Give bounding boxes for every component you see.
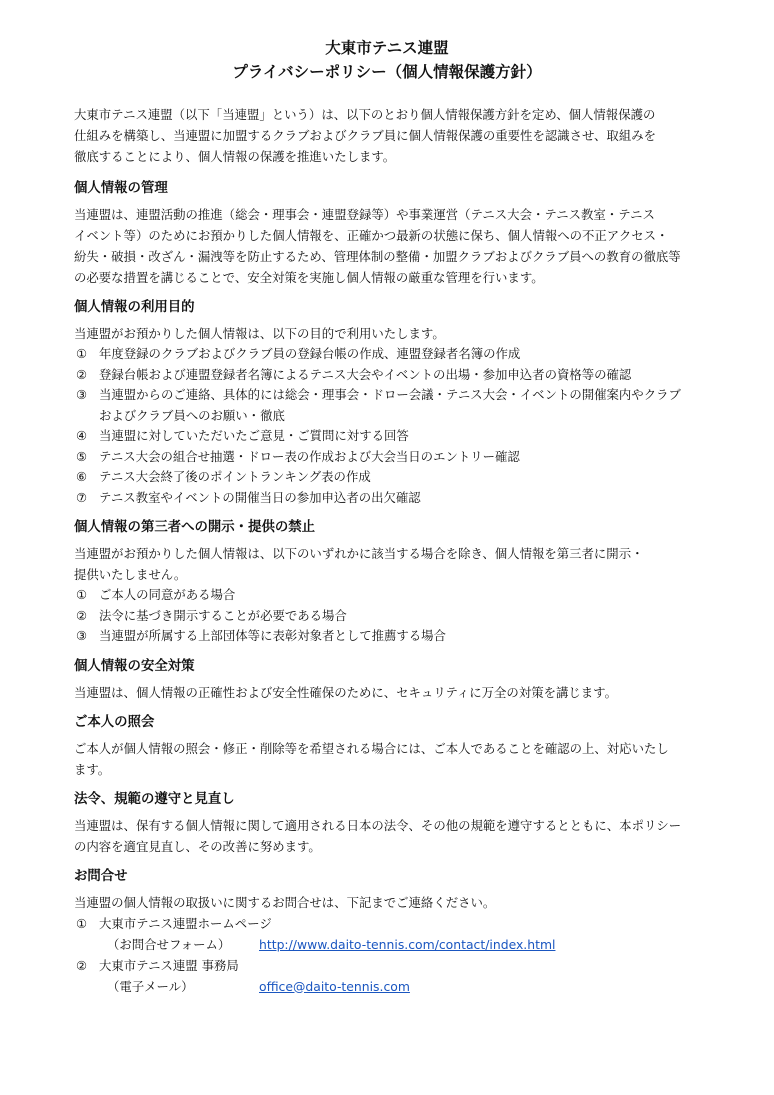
body-line: 当連盟は、連盟活動の推進（総会・理事会・連盟登録等）や事業運営（テニス大会・テニス教室・テニス [74,207,655,222]
item-number: ⑤ [76,448,88,464]
page-title: プライバシーポリシー（個人情報保護方針） [232,63,542,81]
item-text: 当連盟に対していただいたご意見・ご質問に対する回答 [99,428,409,443]
body-line: イベント等）のためにお預かりした個人情報を、正確かつ最新の状態に保ち、個人情報への不正アクセス・ [74,228,669,243]
list-item [74,447,700,468]
item-number: ② [76,957,88,973]
intro-line: 仕組みを構築し、当連盟に加盟するクラブおよびクラブ員に個人情報保護の重要性を認識させ、取組みを [74,128,656,143]
item-number: ③ [76,387,88,402]
purpose-lead: 当連盟がお預かりした個人情報は、以下の目的で利用いたします。 [74,326,445,341]
list-item [74,585,700,606]
body-line: 当連盟がお預かりした個人情報は、以下のいずれかに該当する場合を除き、個人情報を第三者に開示・ [74,546,644,561]
item-text: ご本人の同意がある場合 [99,587,236,602]
item-number: ② [76,607,88,623]
item-text-continued: およびクラブ員へのお願い・徹底 [99,407,285,423]
item-text: 当連盟が所属する上部団体等に表彰対象者として推薦する場合 [99,628,446,643]
body-line: ます。 [74,761,111,777]
contact-label: （電子メール） [107,978,194,994]
body-line: の内容を適宜見直し、その改善に努めます。 [74,838,321,854]
intro-line: 徹底することにより、個人情報の保護を推進いたします。 [74,149,396,164]
body-line: 紛失・破損・改ざん・漏洩等を防止するため、管理体制の整備・加盟クラブおよびクラブ員への教育の徹底等 [74,249,681,264]
contact-entry-office [74,955,700,976]
body-line: ご本人が個人情報の照会・修正・削除等を希望される場合には、ご本人であることを確認の上、対応いたし [74,740,669,756]
contact-label: （お問合せフォーム） [107,936,231,952]
list-item [74,365,700,386]
item-text: 当連盟からのご連絡、具体的には総会・理事会・ドロー会議・テニス大会・イベントの開催案内やクラブ [99,387,681,402]
list-item [74,488,700,509]
section-heading-third-party: 個人情報の第三者への開示・提供の禁止 [74,520,316,535]
item-text: テニス大会終了後のポイントランキング表の作成 [99,469,371,484]
item-text: テニス教室やイベントの開催当日の参加申込者の出欠確認 [99,489,421,505]
item-number: ③ [76,628,88,643]
item-text: 登録台帳および連盟登録者名簿によるテニス大会やイベントの出場・参加申込者の資格等の確認 [99,366,632,382]
item-number: ① [76,346,88,361]
contact-name: 大東市テニス連盟 事務局 [99,957,239,973]
list-item [74,606,700,627]
section-body-management [74,204,700,288]
contact-lead: 当連盟の個人情報の取扱いに関するお問合せは、下記までご連絡ください。 [74,894,496,910]
body-line: 提供いたしません。 [74,567,187,582]
section-heading-management: 個人情報の管理 [74,181,168,196]
purpose-list [74,344,700,508]
body-line: の必要な措置を講じることで、安全対策を実施し個人情報の厳重な管理を行います。 [74,270,544,285]
body-line: 当連盟は、保有する個人情報に関して適用される日本の法令、その他の規範を遵守するとともに、本ポリシー [74,817,682,833]
list-item [74,467,700,488]
list-item [74,426,700,447]
section-body-security [74,682,700,703]
item-text: テニス大会の組合せ抽選・ドロー表の作成および大会当日のエントリー確認 [99,448,520,464]
contact-form-link[interactable]: http://www.daito-tennis.com/contact/index.html [259,936,556,952]
contact-entry-homepage [74,913,700,934]
section-heading-purpose: 個人情報の利用目的 [74,300,195,315]
item-number: ⑥ [76,469,88,484]
section-heading-self-inquiry: ご本人の照会 [74,714,155,730]
section-heading-compliance: 法令、規範の遵守と見直し [74,791,235,807]
email-link[interactable]: office@daito-tennis.com [259,978,410,994]
intro-paragraph [74,104,700,167]
section-heading-security: 個人情報の安全対策 [74,658,195,674]
item-number: ① [76,587,88,602]
contact-name: 大東市テニス連盟ホームページ [99,915,272,931]
intro-line: 大東市テニス連盟（以下「当連盟」という）は、以下のとおり個人情報保護方針を定め、個人情報保護の [74,107,656,122]
contact-detail-office [74,976,700,997]
item-number: ① [76,915,88,931]
section-heading-contact: お問合せ [74,868,128,884]
item-text: 法令に基づき開示することが必要である場合 [99,607,347,623]
organization-title: 大東市テニス連盟 [325,39,449,57]
item-number: ⑦ [76,489,88,505]
contact-block [74,892,700,997]
list-item [74,344,700,365]
body-line: 当連盟は、個人情報の正確性および安全性確保のために、セキュリティに万全の対策を講じます。 [74,684,617,700]
list-item [74,626,700,647]
item-text: 年度登録のクラブおよびクラブ員の登録台帳の作成、連盟登録者名簿の作成 [99,346,521,361]
contact-detail-homepage [74,934,700,955]
section-body-self-inquiry [74,738,700,780]
item-number: ④ [76,428,88,443]
section-body-third-party [74,543,700,585]
item-number: ② [76,366,88,382]
list-item [74,385,700,426]
section-body-compliance [74,815,700,857]
third-party-list [74,585,700,647]
